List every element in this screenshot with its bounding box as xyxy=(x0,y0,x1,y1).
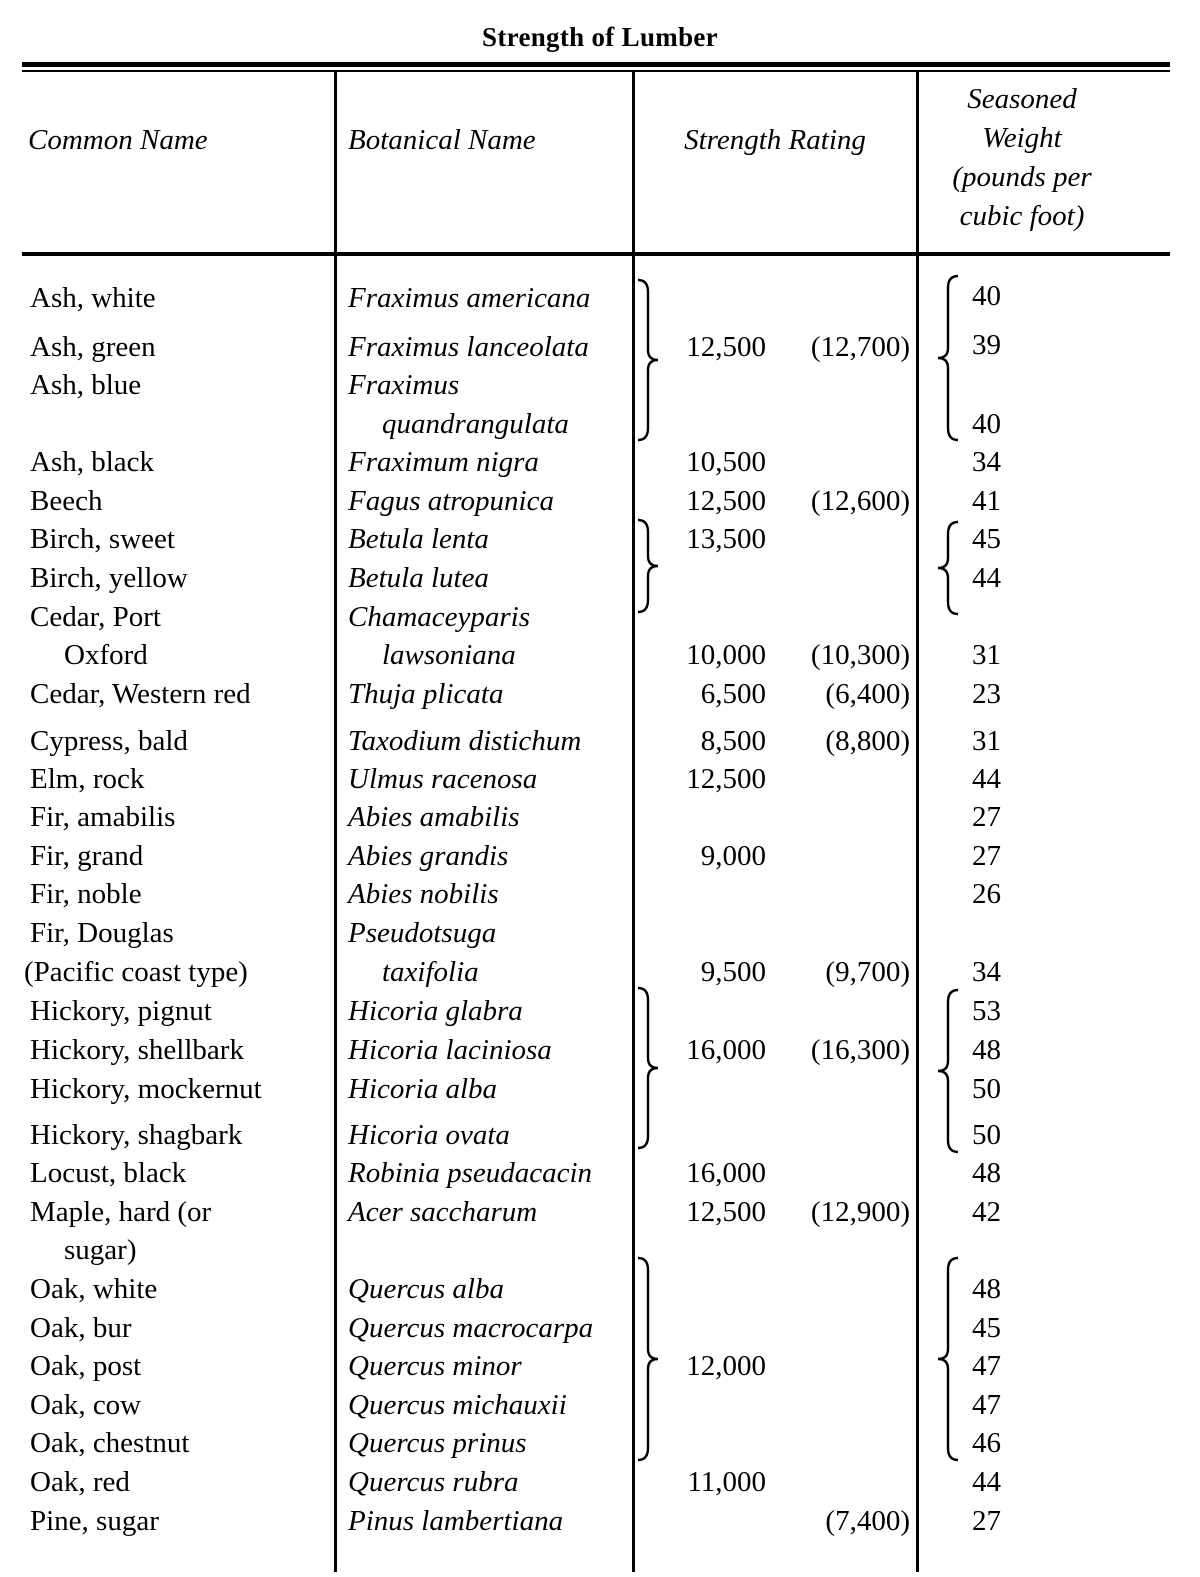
common-name-cell: Oak, red xyxy=(30,1466,130,1498)
common-name-cell: Locust, black xyxy=(30,1157,187,1189)
strength-rating-cell: 16,000 xyxy=(686,1157,766,1189)
botanical-name-cell: taxifolia xyxy=(382,956,479,988)
header-seasoned-weight-line-1: Seasoned xyxy=(967,83,1077,115)
strength-rating-alt-cell: (12,900) xyxy=(810,1196,910,1228)
common-name-cell: Birch, sweet xyxy=(30,523,175,555)
seasoned-weight-cell: 31 xyxy=(972,725,1001,757)
hickory-weight-brace xyxy=(938,990,958,1152)
top-rule-thick xyxy=(22,62,1170,67)
strength-rating-cell: 6,500 xyxy=(700,678,766,710)
common-name-cell: Cedar, Western red xyxy=(30,678,251,710)
seasoned-weight-cell: 50 xyxy=(972,1073,1001,1105)
common-name-cell: Oak, cow xyxy=(30,1389,142,1421)
botanical-name-cell: Hicoria glabra xyxy=(348,995,523,1027)
common-name-cell: Fir, noble xyxy=(30,878,142,910)
botanical-name-cell: quandrangulata xyxy=(382,408,569,440)
common-name-cell: sugar) xyxy=(64,1234,137,1266)
seasoned-weight-cell: 46 xyxy=(972,1427,1001,1459)
seasoned-weight-cell: 44 xyxy=(972,562,1001,594)
common-name-cell: Maple, hard (or xyxy=(30,1196,212,1228)
botanical-name-cell: Thuja plicata xyxy=(348,678,504,710)
strength-rating-alt-cell: (7,400) xyxy=(825,1505,910,1537)
seasoned-weight-cell: 40 xyxy=(972,280,1001,312)
strength-rating-cell: 12,500 xyxy=(686,331,766,363)
common-name-cell: Ash, green xyxy=(30,331,156,363)
seasoned-weight-cell: 45 xyxy=(972,1312,1001,1344)
header-rule xyxy=(22,252,1170,256)
botanical-name-cell: Abies nobilis xyxy=(348,878,499,910)
botanical-name-cell: Fraximum nigra xyxy=(348,446,539,478)
seasoned-weight-cell: 34 xyxy=(972,446,1001,478)
seasoned-weight-cell: 31 xyxy=(972,639,1001,671)
botanical-name-cell: Chamaceyparis xyxy=(348,601,531,633)
botanical-name-cell: Abies grandis xyxy=(348,840,509,872)
common-name-cell: Hickory, pignut xyxy=(30,995,212,1027)
common-name-cell: Hickory, mockernut xyxy=(30,1073,262,1105)
common-name-cell: Hickory, shellbark xyxy=(30,1034,244,1066)
botanical-name-cell: Quercus macrocarpa xyxy=(348,1312,594,1344)
botanical-name-cell: Acer saccharum xyxy=(348,1196,538,1228)
botanical-name-cell: lawsoniana xyxy=(382,639,516,671)
seasoned-weight-cell: 27 xyxy=(972,1505,1001,1537)
strength-rating-alt-cell: (12,600) xyxy=(810,485,910,517)
botanical-name-cell: Ulmus racenosa xyxy=(348,763,538,795)
header-seasoned-weight-line-2: Weight xyxy=(982,122,1062,154)
strength-rating-cell: 9,500 xyxy=(700,956,766,988)
common-name-cell: Fir, grand xyxy=(30,840,144,872)
common-name-cell: Oak, post xyxy=(30,1350,142,1382)
common-name-cell: Fir, amabilis xyxy=(30,801,176,833)
header-seasoned-weight xyxy=(922,80,1122,236)
common-name-cell: Birch, yellow xyxy=(30,562,188,594)
botanical-name-cell: Hicoria alba xyxy=(348,1073,498,1105)
seasoned-weight-cell: 41 xyxy=(972,485,1001,517)
botanical-name-cell: Fraximus lanceolata xyxy=(348,331,589,363)
header-botanical-name: Botanical Name xyxy=(348,124,536,156)
botanical-name-cell: Fraximus americana xyxy=(348,282,591,314)
table-title: Strength of Lumber xyxy=(482,22,718,52)
strength-rating-cell: 12,000 xyxy=(686,1350,766,1382)
botanical-name-cell: Pseudotsuga xyxy=(348,917,497,949)
botanical-name-cell: Betula lutea xyxy=(348,562,489,594)
header-seasoned-weight-line-3: (pounds per xyxy=(952,161,1092,193)
seasoned-weight-cell: 39 xyxy=(972,329,1001,361)
birch-weight-brace xyxy=(938,522,958,614)
ash-weight-brace xyxy=(938,276,958,440)
strength-rating-cell: 12,500 xyxy=(686,763,766,795)
botanical-name-cell: Hicoria laciniosa xyxy=(348,1034,552,1066)
column-divider-3 xyxy=(916,72,919,1572)
header-seasoned-weight-line-4: cubic foot) xyxy=(959,200,1085,232)
strength-rating-cell: 9,000 xyxy=(700,840,766,872)
botanical-name-cell: Fagus atropunica xyxy=(348,485,554,517)
botanical-name-cell: Taxodium distichum xyxy=(348,725,582,757)
seasoned-weight-cell: 48 xyxy=(972,1273,1001,1305)
seasoned-weight-cell: 48 xyxy=(972,1034,1001,1066)
common-name-cell: Ash, blue xyxy=(30,369,142,401)
strength-rating-cell: 11,000 xyxy=(687,1466,766,1498)
seasoned-weight-cell: 47 xyxy=(972,1350,1001,1382)
seasoned-weight-cell: 23 xyxy=(972,678,1001,710)
strength-rating-cell: 8,500 xyxy=(700,725,766,757)
strength-rating-cell: 10,500 xyxy=(686,446,766,478)
hickory-strength-brace xyxy=(638,988,658,1148)
botanical-name-cell: Quercus prinus xyxy=(348,1427,527,1459)
common-name-cell: Beech xyxy=(30,485,103,517)
common-name-cell: Ash, black xyxy=(30,446,155,478)
common-name-cell: Oak, white xyxy=(30,1273,158,1305)
botanical-name-cell: Abies amabilis xyxy=(348,801,520,833)
common-name-cell: Hickory, shagbark xyxy=(30,1119,243,1151)
strength-rating-alt-cell: (6,400) xyxy=(825,678,910,710)
common-name-cell: Oak, bur xyxy=(30,1312,132,1344)
strength-rating-cell: 13,500 xyxy=(686,523,766,555)
botanical-name-cell: Quercus minor xyxy=(348,1350,522,1382)
strength-rating-cell: 12,500 xyxy=(686,485,766,517)
botanical-name-cell: Quercus rubra xyxy=(348,1466,519,1498)
seasoned-weight-cell: 48 xyxy=(972,1157,1001,1189)
common-name-cell: Oak, chestnut xyxy=(30,1427,190,1459)
common-name-cell: Oxford xyxy=(64,639,148,671)
seasoned-weight-cell: 45 xyxy=(972,523,1001,555)
common-name-cell: Pine, sugar xyxy=(30,1505,159,1537)
strength-rating-alt-cell: (10,300) xyxy=(810,639,910,671)
strength-rating-alt-cell: (12,700) xyxy=(810,331,910,363)
seasoned-weight-cell: 27 xyxy=(972,801,1001,833)
seasoned-weight-cell: 40 xyxy=(972,408,1001,440)
common-name-cell: Ash, white xyxy=(30,282,156,314)
strength-rating-cell: 10,000 xyxy=(686,639,766,671)
seasoned-weight-cell: 50 xyxy=(972,1119,1001,1151)
botanical-name-cell: Betula lenta xyxy=(348,523,489,555)
seasoned-weight-cell: 44 xyxy=(972,763,1001,795)
common-name-cell: Fir, Douglas xyxy=(30,917,174,949)
botanical-name-cell: Quercus michauxii xyxy=(348,1389,567,1421)
strength-rating-alt-cell: (16,300) xyxy=(810,1034,910,1066)
column-divider-1 xyxy=(334,72,337,1572)
botanical-name-cell: Quercus alba xyxy=(348,1273,504,1305)
botanical-name-cell: Fraximus xyxy=(348,369,460,401)
seasoned-weight-cell: 42 xyxy=(972,1196,1001,1228)
common-name-cell: Cypress, bald xyxy=(30,725,188,757)
seasoned-weight-cell: 44 xyxy=(972,1466,1001,1498)
common-name-cell: (Pacific coast type) xyxy=(24,956,248,988)
seasoned-weight-cell: 47 xyxy=(972,1389,1001,1421)
header-common-name: Common Name xyxy=(28,124,208,156)
botanical-name-cell: Pinus lambertiana xyxy=(348,1505,564,1537)
botanical-name-cell: Robinia pseudacacin xyxy=(348,1157,593,1189)
seasoned-weight-cell: 53 xyxy=(972,995,1001,1027)
botanical-name-cell: Hicoria ovata xyxy=(348,1119,510,1151)
strength-rating-alt-cell: (9,700) xyxy=(825,956,910,988)
seasoned-weight-cell: 27 xyxy=(972,840,1001,872)
header-strength-rating: Strength Rating xyxy=(684,124,866,156)
seasoned-weight-cell: 34 xyxy=(972,956,1001,988)
top-rule-thin xyxy=(22,70,1170,72)
column-divider-2 xyxy=(632,72,635,1572)
strength-rating-alt-cell: (8,800) xyxy=(825,725,910,757)
common-name-cell: Cedar, Port xyxy=(30,601,161,633)
strength-rating-cell: 16,000 xyxy=(686,1034,766,1066)
common-name-cell: Elm, rock xyxy=(30,763,145,795)
oak-weight-brace xyxy=(938,1258,958,1460)
strength-rating-cell: 12,500 xyxy=(686,1196,766,1228)
seasoned-weight-cell: 26 xyxy=(972,878,1001,910)
